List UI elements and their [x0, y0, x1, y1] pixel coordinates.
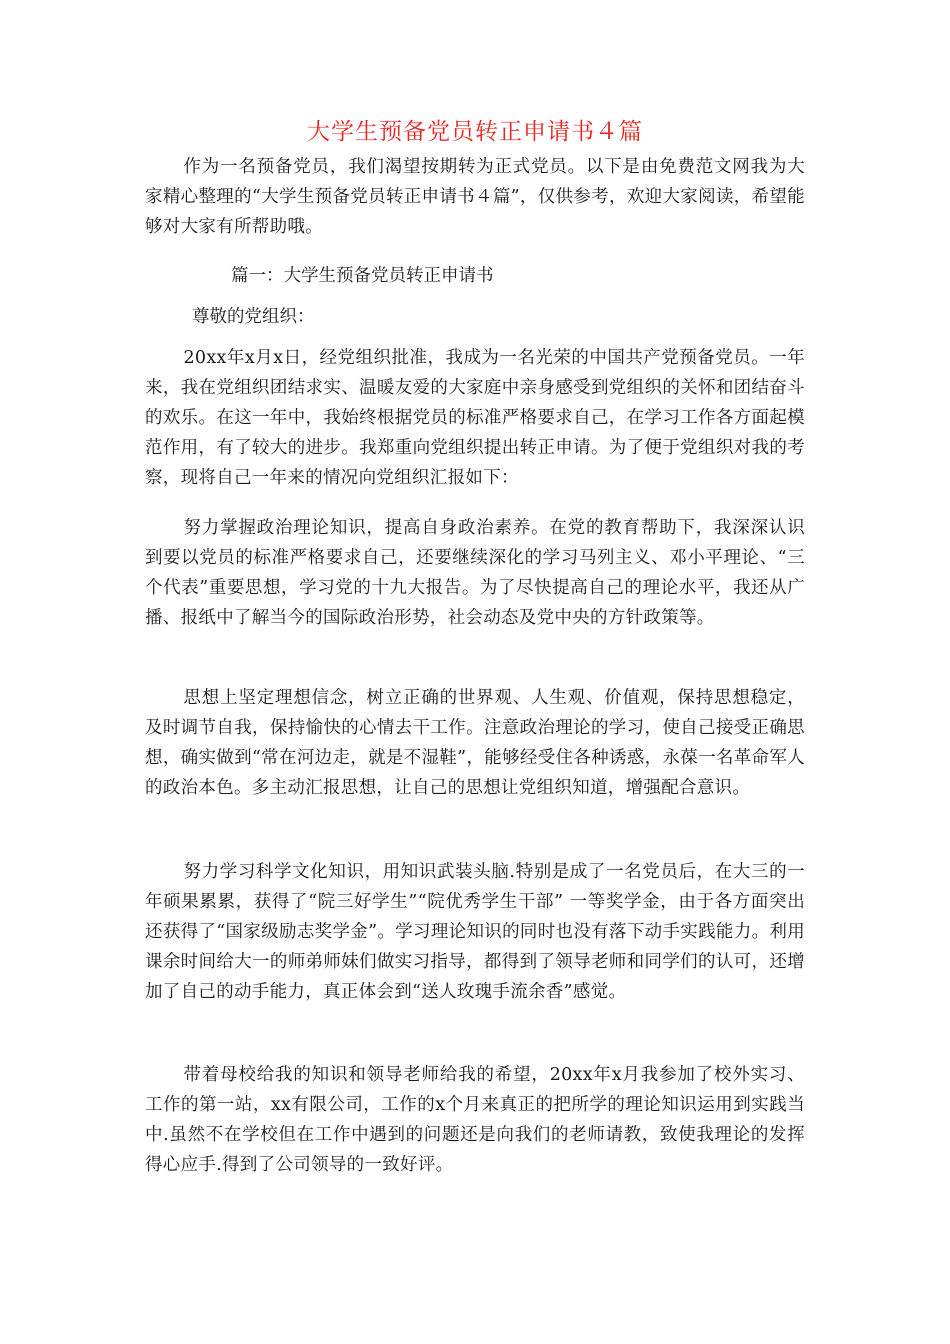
- body-paragraph-1: [145, 343, 805, 493]
- salutation: 尊敬的党组织：: [192, 307, 315, 327]
- document-title: 大学生预备党员转正申请书４篇: [307, 119, 643, 145]
- intro-text: 作为一名预备党员，我们渴望按期转为正式党员。以下是由免费范文网我为大家精心整理的“大学生预备党员转正申请书４篇”，仅供参考，欢迎大家阅读，希望能够对大家有所帮助哦。: [145, 157, 805, 237]
- paragraph-text: 努力掌握政治理论知识，提高自身政治素养。在党的教育帮助下，我深深认识到要以党员的标准严格要求自己，还要继续深化的学习马列主义、邓小平理论、“三个代表”重要思想，学习党的十九大报告。为了尽快提高自己的理论水平，我还从广播、报纸中了解当今的国际政治形势，社会动态及党中央的方针政策等。: [145, 518, 805, 628]
- section-heading: 篇一：大学生预备党员转正申请书: [231, 266, 494, 286]
- paragraph-text: 努力学习科学文化知识，用知识武装头脑.特别是成了一名党员后，在大三的一年硕果累累，获得了“院三好学生”“院优秀学生干部” 一等奖学金，由于各方面突出还获得了“国家级励志奖学金”。学习理论知识的同时也没有落下动手实践能力。利用课余时间给大一的师弟师妹们做实习指导，都得到了领导老师和同学们的认可，还增加了自己的动手能力，真正体会到“送人玫瑰手流余香”感觉。: [145, 862, 805, 1002]
- body-paragraph-2: [145, 513, 805, 633]
- paragraph-text: 带着母校给我的知识和领导老师给我的希望，20xx年x月我参加了校外实习、工作的第一站，xx有限公司，工作的x个月来真正的把所学的理论知识运用到实践当中.虽然不在学校但在工作中遇到的问题还是向我们的老师请教，致使我理论的发挥得心应手.得到了公司领导的一致好评。: [145, 1065, 805, 1175]
- body-paragraph-3: [145, 683, 805, 803]
- intro-paragraph: [145, 152, 805, 242]
- body-paragraph-5: [145, 1060, 805, 1180]
- paragraph-text: 20xx年x月x日，经党组织批准，我成为一名光荣的中国共产党预备党员。一年来，我在党组织团结求实、温暖友爱的大家庭中亲身感受到党组织的关怀和团结奋斗的欢乐。在这一年中，我始终根据党员的标准严格要求自己，在学习工作各方面起模范作用，有了较大的进步。我郑重向党组织提出转正申请。为了便于党组织对我的考察，现将自己一年来的情况向党组织汇报如下：: [145, 348, 805, 488]
- body-paragraph-4: [145, 857, 805, 1007]
- paragraph-text: 思想上坚定理想信念，树立正确的世界观、人生观、价值观，保持思想稳定，及时调节自我，保持愉快的心情去干工作。注意政治理论的学习，使自己接受正确思想，确实做到“常在河边走，就是不湿鞋”，能够经受住各种诱惑，永葆一名革命军人的政治本色。多主动汇报思想，让自己的思想让党组织知道，增强配合意识。: [145, 688, 805, 798]
